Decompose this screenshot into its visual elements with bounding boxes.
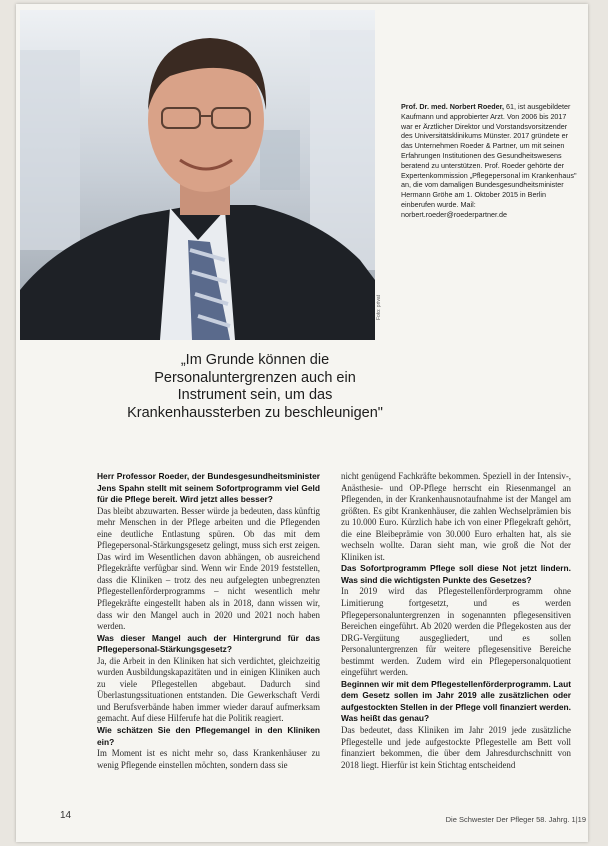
- portrait-illustration: [20, 10, 375, 340]
- article-column-right: [341, 471, 571, 771]
- article-column-left: [97, 471, 320, 771]
- magazine-page: [16, 4, 588, 842]
- question-1: Herr Professor Roeder, der Bundesgesundheitsminister Jens Spahn stellt mit seinem Sofortprogramm viel Geld für die Pflege bereit. Wird jetzt alles besser?: [97, 471, 320, 505]
- question-5: Beginnen wir mit dem Pflegestellenförderprogramm. Laut dem Gesetz sollen im Jahr 2019 alle zusätzlichen oder aufgestockten Stellen in der Pflege voll finanziert werden. Was heißt das genau?: [341, 678, 571, 724]
- page-number: 14: [60, 810, 72, 821]
- question-2: Was dieser Mangel auch der Hintergrund für das Pflegepersonal-Stärkungsgesetz?: [97, 632, 320, 655]
- photo-credit: Foto: privat: [376, 294, 382, 320]
- answer-4: In 2019 wird das Pflegestellenförderprogramm ohne Limitierung fortgesetzt, und es werden Pflegepersonaluntergrenzen in sogenannten pflegesensitiven Bereichen eingeführt. Ab 2020 werden die Pflegekosten aus der DRG-Vergütung ausgegliedert, und es sollen Personaluntergrenzen für weitere pflegesensitive Bereiche bestimmt werden. Zudem wird ein Pflegepersonalquotient eingeführt werden.: [341, 586, 571, 678]
- answer-1: Das bleibt abzuwarten. Besser würde ja bedeuten, dass künftig mehr Menschen in der Pflege arbeiten und die Pflegenden eine deutliche Entlastung spüren. Ob das mit dem Pflegepersonal-Stärkungsgesetz gelingt, muss sich erst zeigen. Das wird im Wesentlichen davon abhängen, ob ausreichend Pflegekräfte verfügbar sind. Wenn wir Ende 2019 feststellen, dass die Kliniken – trotz des neu aufgelegten unbegrenzten Pflegestellenförderprogramms – nicht wesentlich mehr Pflegekräfte eingestellt haben als in 2018, dann wissen wir, dass wir den Mangel auch in 2020 und 2021 noch haben werden.: [97, 505, 320, 632]
- portrait-photo: [20, 10, 375, 340]
- question-3: Wie schätzen Sie den Pflegemangel in den Kliniken ein?: [97, 725, 320, 747]
- answer-5: Das bedeutet, dass Kliniken im Jahr 2019 jede zusätzliche Pflegestelle und jede aufgestockte Pflegestelle am Bett voll finanziert bekommen, die über dem Jahresdurchschnitt von 2018 liegt. Hierfür ist kein Stichtag entscheidend: [341, 725, 571, 770]
- answer-2: Ja, die Arbeit in den Kliniken hat sich verdichtet, gleichzeitig wurden Ausbildungskapazitäten und in einigen Kliniken auch zu viele Pflegestellen abgebaut. Dadurch sind Überlastungssituationen entstanden. Die Gewerkschaft Verdi und Berufsverbände haben immer wieder darauf aufmerksam gemacht. Auf diese Hilferufe hat die Politik reagiert.: [97, 655, 320, 724]
- answer-3: Im Moment ist es nicht mehr so, dass Krankenhäuser zu wenig Pflegende einstellen möchten, sondern dass sie: [97, 748, 320, 770]
- magazine-footer: Die Schwester Der Pfleger 58. Jahrg. 1|19: [445, 815, 586, 824]
- answer-3-continued: nicht genügend Fachkräfte bekommen. Speziell in der Intensiv-, Anästhesie- und OP-Pflege herrscht ein Riesenmangel an Pflegenden, in der Krankenhausnotaufnahme ist der Mangel am größten. Es gibt Krankenhäuser, die zahlen Wechselprämien bis zu 10.000 Euro. Kürzlich habe ich von einer Pflegekraft gehört, die eine Bleibeprämie von 30.000 Euro erhalten hat, als sie wechseln wollte. Daran sieht man, wie groß die Not der Kliniken ist.: [341, 471, 571, 562]
- author-bio: [401, 102, 579, 220]
- bio-name: Prof. Dr. med. Norbert Roeder,: [401, 102, 505, 111]
- pull-quote: „Im Grunde können die Personaluntergrenzen auch ein Instrument sein, um das Krankenhaussterben zu beschleunigen": [127, 352, 383, 421]
- bio-text: 61, ist ausgebildeter Kaufmann und approbierter Arzt. Von 2006 bis 2017 war er Ärztlicher Direktor und Vorstandsvorsitzender des Universitätsklinikums Münster. 2017 gründete er das Unternehmen Roeder & Partner, um mit seinen Erfahrungen Institutionen des Gesundheitswesens beratend zu unterstützen. Prof. Roeder gehörte der Expertenkommission „Pflegepersonal im Krankenhaus" an, die vom damaligen Bundesgesundheitsminister Hermann Gröhe am 1. Oktober 2015 in Berlin einberufen wurde. Mail: norbert.roeder@roederpartner.de: [401, 102, 577, 219]
- question-4: Das Sofortprogramm Pflege soll diese Not jetzt lindern. Was sind die wichtigsten Punkte des Gesetzes?: [341, 563, 571, 585]
